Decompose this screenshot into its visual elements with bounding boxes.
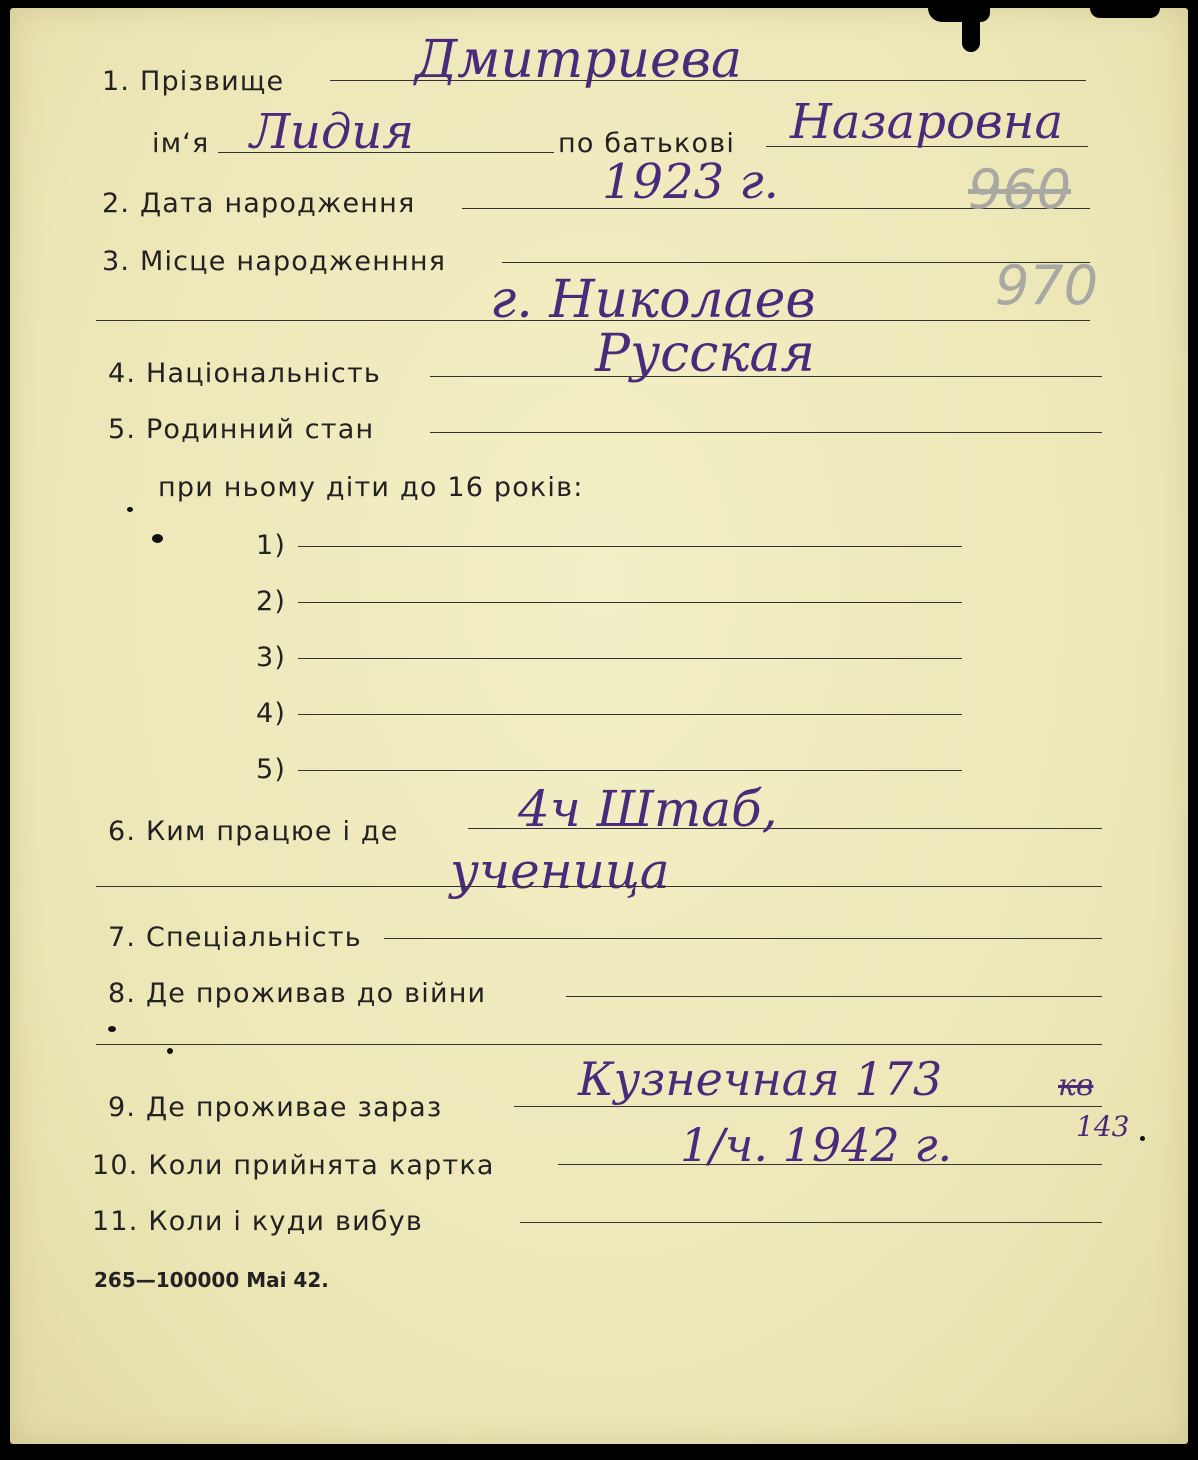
child-5-line: [298, 770, 962, 771]
child-1-line: [298, 546, 962, 547]
birth-date-label: 2. Дата народження: [102, 188, 416, 219]
ink-speck: [152, 534, 163, 543]
nationality-label: 4. Національність: [108, 358, 381, 389]
specialty-label: 7. Спеціальність: [108, 922, 362, 953]
prewar-residence-label: 8. Де проживав до війни: [108, 978, 487, 1009]
prewar-residence-line-2: [96, 1044, 1102, 1045]
birth-place-line-2: [96, 320, 1090, 321]
surname-value: Дмитриева: [415, 30, 743, 90]
torn-edge: [962, 8, 980, 52]
child-2-label: 2): [256, 586, 287, 617]
current-residence-line: [514, 1106, 1102, 1107]
torn-edge: [928, 8, 990, 22]
family-status-line: [430, 432, 1102, 433]
children-label: при ньому діти до 16 років:: [158, 472, 584, 503]
ink-speck: [167, 1048, 173, 1054]
registration-card: [10, 8, 1188, 1444]
occupation-value: ученица: [450, 842, 670, 900]
family-status-label: 5. Родинний стан: [108, 414, 375, 445]
surname-label: 1. Прізвище: [102, 66, 285, 97]
current-address-value: Кузнечная 173: [578, 1052, 943, 1106]
pencil-number-new: 970: [995, 254, 1099, 317]
child-3-label: 3): [256, 642, 287, 673]
first-name-label: ім‘я: [152, 128, 210, 159]
birth-date-value: 1923 г.: [602, 154, 779, 210]
patronymic-label: по батькові: [558, 128, 736, 159]
current-address-struck: кв: [1058, 1068, 1094, 1103]
print-code: 265—100000 Mai 42.: [94, 1268, 329, 1292]
first-name-value: Лидия: [250, 104, 415, 160]
torn-edge: [1090, 8, 1160, 18]
prewar-residence-line-1: [566, 996, 1102, 997]
child-5-label: 5): [256, 754, 287, 785]
current-residence-label: 9. Де проживае зараз: [108, 1092, 443, 1123]
child-4-label: 4): [256, 698, 287, 729]
pencil-number-struck: 960: [968, 158, 1072, 221]
nationality-value: Русская: [595, 324, 815, 384]
child-2-line: [298, 602, 962, 603]
address-correction: 143: [1076, 1110, 1130, 1143]
card-date-value: 1/ч. 1942 г.: [680, 1118, 953, 1172]
birth-place-value: г. Николаев: [490, 270, 816, 330]
child-3-line: [298, 658, 962, 659]
work-line-2: [96, 886, 1102, 887]
card-date-label: 10. Коли прийнята картка: [92, 1150, 495, 1181]
ink-speck: [1140, 1136, 1145, 1141]
child-1-label: 1): [256, 530, 287, 561]
work-label: 6. Ким працюе і де: [108, 816, 399, 847]
patronymic-value: Назаровна: [790, 94, 1064, 150]
ink-speck: [108, 1026, 116, 1032]
ink-speck: [127, 507, 133, 512]
workplace-value: 4ч Штаб,: [518, 780, 778, 838]
birth-place-label: 3. Місце народженння: [102, 246, 447, 277]
departure-label: 11. Коли і куди вибув: [92, 1206, 423, 1237]
child-4-line: [298, 714, 962, 715]
specialty-line: [384, 938, 1102, 939]
departure-line: [520, 1222, 1102, 1223]
